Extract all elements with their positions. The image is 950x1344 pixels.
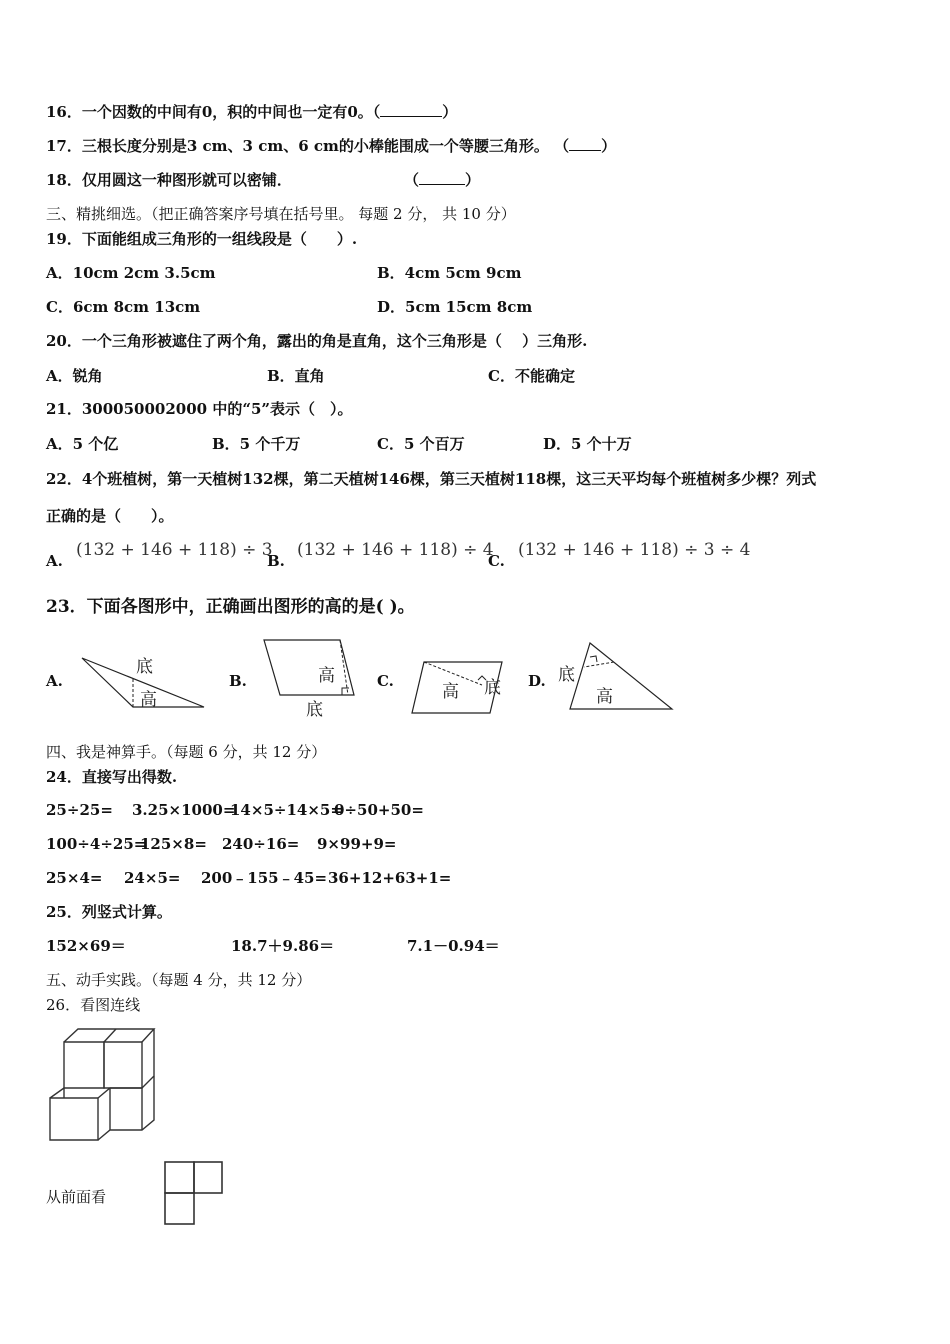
calc-item: 3.25×1000= bbox=[132, 801, 236, 819]
vertical-calc-item: 18.7＋9.86＝ bbox=[231, 937, 335, 955]
question-22-stem-line1: 22．4个班植树，第一天植树132棵，第二天植树146棵，第三天植树118棵，这三天平均每个班植树多少棵？列式 bbox=[46, 470, 817, 488]
question-16 bbox=[46, 102, 457, 122]
q20-option-b[interactable]: B．直角 bbox=[267, 367, 325, 385]
q23-option-a-label[interactable]: A. bbox=[46, 672, 63, 690]
q22-option-b-label[interactable]: B. bbox=[267, 552, 285, 570]
q20-option-c[interactable]: C．不能确定 bbox=[488, 367, 575, 385]
answer-blank[interactable] bbox=[380, 102, 442, 117]
q20-option-a[interactable]: A．锐角 bbox=[46, 367, 103, 385]
calc-item: 14×5÷14×5= bbox=[230, 801, 343, 819]
q21-option-d[interactable]: D．5 个十万 bbox=[543, 435, 632, 453]
height-label: 高 bbox=[140, 690, 157, 710]
question-22-stem-line2: 正确的是（ ）。 bbox=[46, 507, 174, 525]
q21-option-b[interactable]: B．5 个千万 bbox=[212, 435, 301, 453]
q18-bracket bbox=[404, 170, 480, 190]
right-angle-mark bbox=[590, 656, 597, 662]
calc-item: 125×8= bbox=[140, 835, 207, 853]
answer-blank[interactable] bbox=[569, 136, 601, 151]
vertical-calc-item: 7.1－0.94＝ bbox=[407, 937, 500, 955]
section-4-heading: 四、我是神算手。（每题 6 分，共 12 分） bbox=[46, 743, 327, 761]
q22-option-b-expression: (132 + 146 + 118) ÷ 4 bbox=[297, 540, 494, 560]
base-label: 底 bbox=[306, 700, 323, 720]
height-label: 高 bbox=[318, 666, 335, 686]
q21-option-c[interactable]: C．5 个百万 bbox=[377, 435, 465, 453]
q17-text: 17．三根长度分别是3 cm、3 cm、6 cm的小棒能围成一个等腰三角形。 （ bbox=[46, 137, 570, 155]
question-23-stem: 23．下面各图形中，正确画出图形的高的是( )。 bbox=[46, 597, 415, 617]
q18-text: 18．仅用圆这一种图形就可以密铺． bbox=[46, 171, 292, 189]
section-3-heading: 三、精挑细选。（把正确答案序号填在括号里。 每题 2 分， 共 10 分） bbox=[46, 205, 516, 223]
section-5-heading: 五、动手实践。（每题 4 分，共 12 分） bbox=[46, 971, 312, 989]
question-19-stem: 19．下面能组成三角形的一组线段是（ ）. bbox=[46, 230, 358, 248]
question-17 bbox=[46, 136, 616, 156]
q23-figure-d bbox=[558, 640, 672, 712]
q16-close: ） bbox=[442, 103, 458, 121]
calc-item: 24×5= bbox=[124, 869, 181, 887]
height-line bbox=[584, 662, 614, 667]
vertical-calc-item: 152×69＝ bbox=[46, 937, 126, 955]
calc-item: 25×4= bbox=[46, 869, 103, 887]
q18-open: （ bbox=[404, 171, 420, 189]
q22-option-c-label[interactable]: C. bbox=[488, 552, 505, 570]
calc-item: 25÷25= bbox=[46, 801, 113, 819]
q26-front-view-grid[interactable] bbox=[163, 1160, 225, 1230]
q23-figure-b bbox=[260, 637, 360, 722]
answer-blank[interactable] bbox=[419, 170, 465, 185]
q19-option-d[interactable]: D．5cm 15cm 8cm bbox=[377, 298, 533, 316]
q22-option-a-expression: (132 + 146 + 118) ÷ 3 bbox=[76, 540, 273, 560]
calc-item: 9×99+9= bbox=[317, 835, 397, 853]
q19-option-b[interactable]: B．4cm 5cm 9cm bbox=[377, 264, 522, 282]
q17-close: ） bbox=[601, 137, 617, 155]
calc-item: 0÷50+50= bbox=[334, 801, 424, 819]
q23-option-b-label[interactable]: B. bbox=[229, 672, 247, 690]
parallelogram-shape bbox=[264, 640, 354, 695]
q19-option-c[interactable]: C．6cm 8cm 13cm bbox=[46, 298, 201, 316]
q22-option-a-label[interactable]: A. bbox=[46, 552, 63, 570]
question-25-stem: 25．列竖式计算。 bbox=[46, 903, 172, 921]
q23-option-d-label[interactable]: D. bbox=[528, 672, 546, 690]
height-label: 高 bbox=[596, 687, 613, 707]
q23-option-c-label[interactable]: C. bbox=[377, 672, 394, 690]
question-21-stem: 21．300050002000 中的“5”表示（ ）。 bbox=[46, 400, 353, 418]
calc-item: 200﹣155﹣45= bbox=[201, 869, 328, 887]
question-20-stem: 20．一个三角形被遮住了两个角，露出的角是直角，这个三角形是（ ）三角形. bbox=[46, 332, 588, 350]
calc-item: 36+12+63+1= bbox=[328, 869, 452, 887]
question-24-stem: 24．直接写出得数. bbox=[46, 768, 178, 786]
question-26-stem: 26．看图连线 bbox=[46, 996, 141, 1014]
q16-text: 16．一个因数的中间有0，积的中间也一定有0。（ bbox=[46, 103, 381, 121]
q22-option-c-expression: (132 + 146 + 118) ÷ 3 ÷ 4 bbox=[518, 540, 751, 560]
base-label: 底 bbox=[558, 665, 575, 685]
q26-view-caption: 从前面看 bbox=[46, 1188, 107, 1206]
calc-item: 100÷4÷25= bbox=[46, 835, 147, 853]
base-label: 底 bbox=[136, 657, 153, 677]
q23-figure-a bbox=[78, 650, 208, 730]
q23-figure-c bbox=[410, 659, 510, 719]
base-label: 底 bbox=[484, 678, 501, 698]
calc-item: 240÷16= bbox=[222, 835, 300, 853]
triangle-shape bbox=[570, 643, 672, 709]
question-18 bbox=[46, 170, 292, 190]
q19-option-a[interactable]: A．10cm 2cm 3.5cm bbox=[46, 264, 216, 282]
height-label: 高 bbox=[442, 682, 459, 702]
q18-close: ） bbox=[465, 171, 481, 189]
q26-cube-figure bbox=[46, 1026, 161, 1146]
q21-option-a[interactable]: A．5 个亿 bbox=[46, 435, 119, 453]
